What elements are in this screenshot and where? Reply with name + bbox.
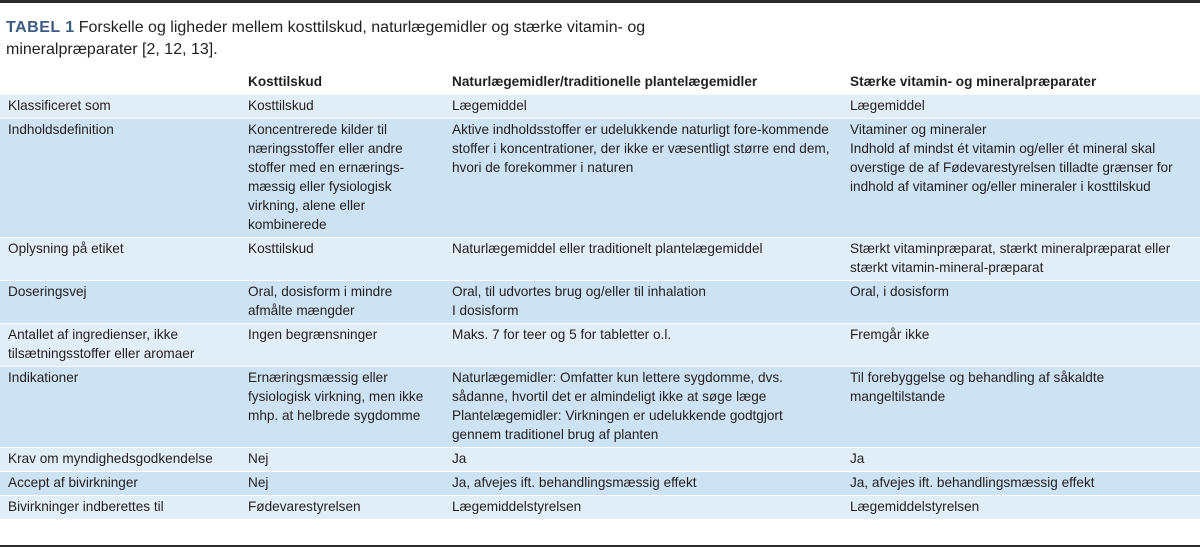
cell-kosttilskud <box>240 324 444 367</box>
cell-kosttilskud <box>240 367 444 448</box>
cell-naturlaegemidler <box>444 367 842 448</box>
cell-naturlaegemidler <box>444 95 842 119</box>
cell-naturlaegemidler <box>444 472 842 496</box>
row-label: Indikationer <box>0 367 240 448</box>
cell-kosttilskud <box>240 496 444 520</box>
cell-text-line: Ja, afvejes ift. behandlingsmæssig effekt <box>452 475 697 490</box>
table-row <box>0 448 1200 472</box>
row-label: Indholdsdefinition <box>0 119 240 238</box>
cell-naturlaegemidler <box>444 119 842 238</box>
row-label: Accept af bivirkninger <box>0 472 240 496</box>
cell-text-line: Oral, til udvortes brug og/eller til inhalation <box>452 284 706 299</box>
caption-text: Forskelle og ligheder mellem kosttilskud, naturlægemidler og stærke vitamin- og mineralpræparater [2, 12, 13]. <box>6 19 646 58</box>
cell-text-line: Nej <box>248 475 269 490</box>
table-row <box>0 324 1200 367</box>
cell-kosttilskud <box>240 472 444 496</box>
table-row <box>0 95 1200 119</box>
header-row <box>0 70 1200 95</box>
cell-staerke-praeparater <box>842 367 1200 448</box>
cell-naturlaegemidler <box>444 448 842 472</box>
table-row <box>0 119 1200 238</box>
cell-text-line: Fødevarestyrelsen <box>248 499 361 514</box>
cell-text-line: Til forebyggelse og behandling af såkaldte mangeltilstande <box>850 370 1105 404</box>
cell-text-line: Ja, afvejes ift. behandlingsmæssig effekt <box>850 475 1095 490</box>
cell-staerke-praeparater <box>842 448 1200 472</box>
cell-staerke-praeparater <box>842 324 1200 367</box>
cell-text-line: Ingen begrænsninger <box>248 327 378 342</box>
cell-naturlaegemidler <box>444 238 842 281</box>
header-staerke-praeparater: Stærke vitamin- og mineralpræparater <box>842 70 1200 95</box>
row-label: Antallet af ingredienser, ikke tilsætningsstoffer eller aromaer <box>0 324 240 367</box>
row-label: Bivirkninger indberettes til <box>0 496 240 520</box>
header-empty <box>0 70 240 95</box>
cell-kosttilskud <box>240 448 444 472</box>
cell-text-line: Indhold af mindst ét vitamin og/eller ét mineral skal overstige de af Fødevarestyrelsen tilladte grænser for indhold af vitaminer og/eller mineraler i kosttilskud <box>850 141 1173 194</box>
cell-text-line: I dosisform <box>452 303 519 318</box>
cell-text-line: Naturlægemiddel eller traditionelt plantelægemiddel <box>452 241 763 256</box>
cell-kosttilskud <box>240 281 444 324</box>
cell-text-line: Lægemiddelstyrelsen <box>452 499 582 514</box>
cell-text-line: Ja <box>452 451 467 466</box>
cell-kosttilskud <box>240 238 444 281</box>
row-label: Klassificeret som <box>0 95 240 119</box>
top-rule <box>0 0 1200 3</box>
cell-text-line: Plantelægemidler: Virkningen er udelukkende godtgjort gennem traditionel brug af planten <box>452 408 783 442</box>
cell-text-line: Kosttilskud <box>248 241 314 256</box>
table-row <box>0 367 1200 448</box>
cell-text-line: Lægemiddel <box>452 98 527 113</box>
table-row <box>0 472 1200 496</box>
cell-text-line: Lægemiddel <box>850 98 925 113</box>
cell-text-line: Ernæringsmæssig eller fysiologisk virkning, men ikke mhp. at helbrede sygdomme <box>248 370 424 423</box>
cell-staerke-praeparater <box>842 95 1200 119</box>
cell-naturlaegemidler <box>444 496 842 520</box>
row-label: Krav om myndighedsgodkendelse <box>0 448 240 472</box>
cell-text-line: Lægemiddelstyrelsen <box>850 499 980 514</box>
cell-staerke-praeparater <box>842 238 1200 281</box>
table-label: TABEL 1 <box>6 19 75 36</box>
table-row <box>0 496 1200 520</box>
comparison-table <box>0 70 1200 519</box>
bottom-rule <box>0 545 1200 547</box>
cell-text-line: Ja <box>850 451 865 466</box>
cell-staerke-praeparater <box>842 472 1200 496</box>
cell-staerke-praeparater <box>842 119 1200 238</box>
cell-staerke-praeparater <box>842 496 1200 520</box>
cell-naturlaegemidler <box>444 281 842 324</box>
table-row <box>0 238 1200 281</box>
cell-text-line: Koncentrerede kilder til næringsstoffer eller andre stoffer med en ernærings-mæssig eller fysiologisk virkning, alene eller kombinerede <box>248 122 405 232</box>
cell-text-line: Fremgår ikke <box>850 327 930 342</box>
cell-text-line: Nej <box>248 451 269 466</box>
row-label: Doseringsvej <box>0 281 240 324</box>
cell-text-line: Naturlægemidler: Omfatter kun lettere sygdomme, dvs. sådanne, hvortil det er almindeligt ikke at søge læge <box>452 370 783 404</box>
cell-text-line: Stærkt vitaminpræparat, stærkt mineralpræparat eller stærkt vitamin-mineral-præparat <box>850 241 1171 275</box>
cell-text-line: Aktive indholdsstoffer er udelukkende naturligt fore-kommende stoffer i koncentrationer, der ikke er væsentligt større end dem, hvori de forekommer i naturen <box>452 122 830 175</box>
table-body <box>0 95 1200 520</box>
row-label: Oplysning på etiket <box>0 238 240 281</box>
cell-kosttilskud <box>240 119 444 238</box>
header-kosttilskud: Kosttilskud <box>240 70 444 95</box>
cell-naturlaegemidler <box>444 324 842 367</box>
cell-kosttilskud <box>240 95 444 119</box>
cell-staerke-praeparater <box>842 281 1200 324</box>
cell-text-line: Maks. 7 for teer og 5 for tabletter o.l. <box>452 327 672 342</box>
table-row <box>0 281 1200 324</box>
header-naturlaegemidler: Naturlægemidler/traditionelle plantelægemidler <box>444 70 842 95</box>
cell-text-line: Vitaminer og mineraler <box>850 122 987 137</box>
table-caption <box>6 17 766 61</box>
cell-text-line: Oral, i dosisform <box>850 284 949 299</box>
cell-text-line: Oral, dosisform i mindre afmålte mængder <box>248 284 393 318</box>
cell-text-line: Kosttilskud <box>248 98 314 113</box>
